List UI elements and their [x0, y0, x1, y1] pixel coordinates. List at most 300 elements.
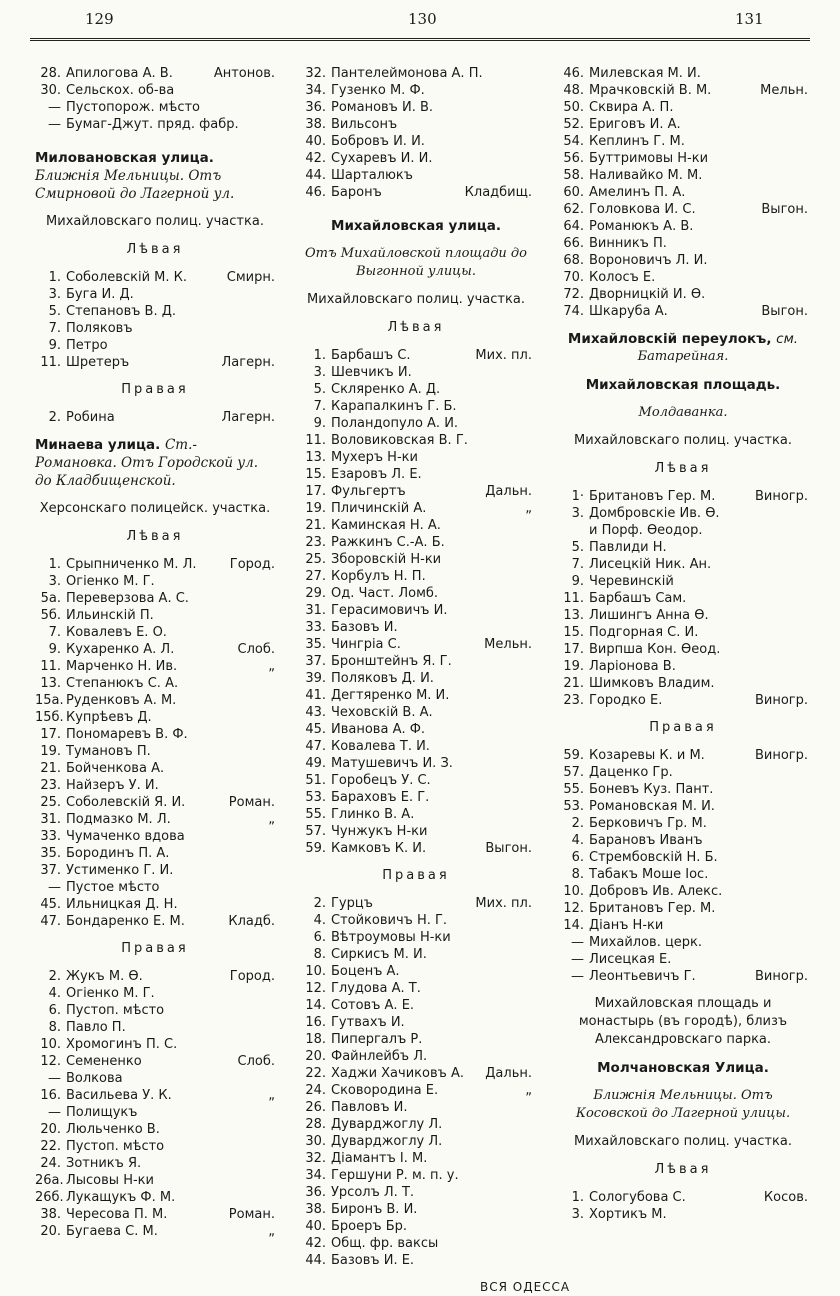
- resident-name: Михайлов. церк.: [589, 935, 703, 950]
- resident-name: Вѣтроумовы Н-ки: [331, 930, 451, 945]
- resident-name: Наливайко М. М.: [589, 168, 703, 183]
- directory-entry: [35, 862, 275, 879]
- resident-name: Степановъ В. Д.: [66, 304, 177, 319]
- entry-number: 55.: [563, 782, 584, 797]
- entry-number: 49.: [305, 756, 326, 771]
- entry-number: 23.: [40, 778, 61, 793]
- directory-entry: [300, 840, 532, 857]
- directory-entry: [35, 896, 275, 913]
- resident-name: Ильинскій П.: [66, 608, 154, 623]
- directory-entry: [300, 895, 532, 912]
- entry-number: 46.: [305, 185, 326, 200]
- entry-number: 2.: [48, 969, 61, 984]
- directory-entry: [300, 500, 532, 517]
- resident-name: Чересова П. М.: [66, 1207, 168, 1222]
- directory-entry: [558, 624, 808, 641]
- entry-number: 11.: [40, 355, 61, 370]
- entry-number: 42.: [305, 1236, 326, 1251]
- street-subtitle: Молдаванка.: [638, 405, 728, 420]
- resident-name: Биронъ В. И.: [331, 1202, 418, 1217]
- directory-entry: [558, 522, 808, 539]
- resident-name: Огіенко М. Г.: [66, 574, 155, 589]
- cross-street-note: Выгон.: [761, 304, 808, 319]
- entry-number: 10.: [305, 964, 326, 979]
- directory-entry: [300, 789, 532, 806]
- directory-entry: [35, 1206, 275, 1223]
- entry-number: 15б.: [35, 710, 64, 725]
- entry-number: 5.: [313, 382, 326, 397]
- header-rule: [30, 38, 810, 41]
- entry-number: 6.: [48, 1003, 61, 1018]
- directory-entry: [300, 602, 532, 619]
- directory-entry: [300, 1235, 532, 1252]
- resident-name: Павловъ И.: [331, 1100, 408, 1115]
- side-heading: Правая: [121, 941, 189, 956]
- resident-name: Сельскох. об-ва: [66, 83, 175, 98]
- entry-number: 14.: [563, 918, 584, 933]
- resident-name: Сологубова С.: [589, 1190, 686, 1205]
- directory-entry: [35, 845, 275, 862]
- street-title: Молчановская Улица.: [597, 1060, 769, 1076]
- directory-entry: [300, 65, 532, 82]
- entry-number: 12.: [563, 901, 584, 916]
- directory-entry: [35, 556, 275, 573]
- resident-name: Зборовскій Н-ки: [331, 552, 442, 567]
- entry-number: 32.: [305, 66, 326, 81]
- resident-name: Мрачковскій В. М.: [589, 83, 712, 98]
- directory-entry: [558, 641, 808, 658]
- resident-name: Подгорная С. И.: [589, 625, 699, 640]
- directory-entry: [558, 116, 808, 133]
- entry-number: 68.: [563, 253, 584, 268]
- entry-number: 13.: [40, 676, 61, 691]
- directory-entry: [35, 1155, 275, 1172]
- directory-entry: [558, 286, 808, 303]
- resident-name: Лисецкій Ник. Ан.: [589, 557, 712, 572]
- directory-entry: [300, 980, 532, 997]
- directory-entry: [300, 551, 532, 568]
- directory-entry: [300, 1082, 532, 1099]
- directory-entry: [558, 1189, 808, 1206]
- directory-entry: [35, 1121, 275, 1138]
- directory-entry: [300, 466, 532, 483]
- entry-number: 52.: [563, 117, 584, 132]
- resident-name: Лисецкая Е.: [589, 952, 672, 967]
- resident-name: Пантелеймонова А. П.: [331, 66, 483, 81]
- resident-name: Чеховскій В. А.: [331, 705, 433, 720]
- resident-name: Лысовы Н-ки: [66, 1173, 154, 1188]
- directory-entry: [35, 879, 275, 896]
- entry-number: 42.: [305, 151, 326, 166]
- directory-entry: [35, 641, 275, 658]
- cross-street-note: Выгон.: [761, 202, 808, 217]
- resident-name: Фульгертъ: [331, 484, 406, 499]
- directory-entry: [558, 951, 808, 968]
- entry-number: 7.: [48, 625, 61, 640]
- resident-name: Ериговъ И. А.: [589, 117, 681, 132]
- directory-entry: [35, 675, 275, 692]
- resident-name: Ражкинъ С.-А. Б.: [331, 535, 445, 550]
- entry-number: 2.: [571, 816, 584, 831]
- resident-name: и Порф. Ѳеодор.: [589, 523, 703, 538]
- entry-number: 1.: [48, 557, 61, 572]
- resident-name: Тумановъ П.: [66, 744, 151, 759]
- resident-name: Езаровъ Л. Е.: [331, 467, 422, 482]
- resident-name: Головкова И. С.: [589, 202, 696, 217]
- directory-entry: [558, 556, 808, 573]
- resident-name: Устименко Г. И.: [66, 863, 174, 878]
- resident-name: Берковичъ Гр. М.: [589, 816, 707, 831]
- directory-entry: [35, 709, 275, 726]
- directory-entry: [558, 150, 808, 167]
- entry-number: 5б.: [40, 608, 61, 623]
- directory-entry: [300, 381, 532, 398]
- resident-name: Переверзова А. С.: [66, 591, 189, 606]
- resident-name: Вильсонъ: [331, 117, 398, 132]
- resident-name: Пустоп. мѣсто: [66, 1003, 165, 1018]
- entry-number: 20.: [40, 1122, 61, 1137]
- entry-list: [558, 65, 808, 320]
- directory-entry: [35, 409, 275, 426]
- entry-number: 30.: [40, 83, 61, 98]
- page-number-right: 131: [735, 10, 764, 28]
- entry-number: 21.: [563, 676, 584, 691]
- entry-number: 58.: [563, 168, 584, 183]
- entry-number: 9.: [48, 642, 61, 657]
- directory-entry: [300, 997, 532, 1014]
- resident-name: Британовъ Гер. М.: [589, 489, 716, 504]
- entry-number: 50.: [563, 100, 584, 115]
- entry-number: 47.: [305, 739, 326, 754]
- resident-name: Ильницкая Д. Н.: [66, 897, 178, 912]
- resident-name: Діанъ Н-ки: [589, 918, 664, 933]
- resident-name: Баронъ: [331, 185, 382, 200]
- entry-number: 1.: [313, 348, 326, 363]
- entry-number: —: [571, 935, 584, 950]
- directory-entry: [558, 815, 808, 832]
- resident-name: Винникъ П.: [589, 236, 667, 251]
- street-subtitle: Ближнія Мельницы. Отъ Косовской до Лагерной улицы.: [575, 1088, 791, 1121]
- directory-entry: [300, 1167, 532, 1184]
- cross-street-note: Виногр.: [754, 489, 808, 504]
- directory-entry: [300, 772, 532, 789]
- resident-name: Чумаченко вдова: [66, 829, 185, 844]
- directory-entry: [300, 99, 532, 116]
- entry-number: 28.: [40, 66, 61, 81]
- entry-number: 33.: [305, 620, 326, 635]
- directory-entry: [300, 1048, 532, 1065]
- cross-street-note: Слоб.: [237, 1054, 275, 1069]
- resident-name: Бородинъ П. А.: [66, 846, 170, 861]
- resident-name: Купрѣевъ Д.: [66, 710, 152, 725]
- entry-number: 11.: [563, 591, 584, 606]
- entry-number: 25.: [305, 552, 326, 567]
- resident-name: Камковъ К. И.: [331, 841, 427, 856]
- resident-name: Глинко В. А.: [331, 807, 415, 822]
- resident-name: Городко Е.: [589, 693, 663, 708]
- directory-entry: [558, 99, 808, 116]
- entry-number: 7.: [313, 399, 326, 414]
- resident-name: Дворницкій И. Ѳ.: [589, 287, 706, 302]
- directory-entry: [300, 1150, 532, 1167]
- directory-entry: [300, 619, 532, 636]
- entry-number: 55.: [305, 807, 326, 822]
- page-number-left: 129: [85, 10, 114, 28]
- directory-entry: [558, 675, 808, 692]
- resident-name: Апилогова А. В.: [66, 66, 173, 81]
- entry-number: 3.: [571, 506, 584, 521]
- resident-name: Буттримовы Н-ки: [589, 151, 709, 166]
- directory-entry: [35, 1138, 275, 1155]
- directory-entry: [558, 917, 808, 934]
- resident-name: Ларіонова В.: [589, 659, 676, 674]
- directory-entry: [558, 133, 808, 150]
- entry-number: 23.: [563, 693, 584, 708]
- directory-entry: [558, 184, 808, 201]
- resident-name: Дуварджоглу Л.: [331, 1134, 443, 1149]
- entry-number: —: [48, 1071, 61, 1086]
- directory-entry: [300, 1218, 532, 1235]
- directory-entry: [35, 320, 275, 337]
- entry-number: 11.: [40, 659, 61, 674]
- resident-name: Шкаруба А.: [589, 304, 668, 319]
- entry-number: 38.: [305, 1202, 326, 1217]
- resident-name: Добровъ Ив. Алекс.: [589, 884, 723, 899]
- entry-number: 14.: [305, 998, 326, 1013]
- entry-number: 22.: [40, 1139, 61, 1154]
- directory-entry: [35, 968, 275, 985]
- cross-street-note: Кладбищ.: [464, 185, 532, 200]
- resident-name: Барбашъ Сам.: [589, 591, 687, 606]
- street-subtitle: Батарейная.: [637, 349, 729, 364]
- entry-number: 24.: [305, 1083, 326, 1098]
- resident-name: Бугаева С. М.: [66, 1224, 158, 1239]
- cross-street-note: Лагерн.: [221, 410, 275, 425]
- entry-number: 19.: [563, 659, 584, 674]
- entry-number: 4.: [313, 913, 326, 928]
- entry-number: 16.: [305, 1015, 326, 1030]
- resident-name: Каминская Н. А.: [331, 518, 441, 533]
- entry-list: [558, 488, 808, 709]
- directory-entry: [300, 1184, 532, 1201]
- resident-name: Боценъ А.: [331, 964, 400, 979]
- resident-name: Соболевскій Я. И.: [66, 795, 186, 810]
- directory-entry: [35, 1223, 275, 1240]
- entry-number: —: [48, 880, 61, 895]
- side-heading: Правая: [121, 382, 189, 397]
- resident-name: Петро: [66, 338, 108, 353]
- resident-name: Дегтяренко М. И.: [331, 688, 450, 703]
- entry-number: 36.: [305, 1185, 326, 1200]
- resident-name: Бронштейнъ Я. Г.: [331, 654, 452, 669]
- resident-name: Сотовъ А. Е.: [331, 998, 415, 1013]
- directory-entry: [35, 828, 275, 845]
- resident-name: Робина: [66, 410, 115, 425]
- resident-name: Подмазко М. Л.: [66, 812, 171, 827]
- directory-entry: [300, 167, 532, 184]
- resident-name: Сиркисъ М. И.: [331, 947, 427, 962]
- entry-number: 48.: [563, 83, 584, 98]
- resident-name: Шевчикъ И.: [331, 365, 412, 380]
- entry-number: 4.: [571, 833, 584, 848]
- directory-entry: [35, 337, 275, 354]
- resident-name: Зотникъ Я.: [66, 1156, 142, 1171]
- entry-number: —: [48, 100, 61, 115]
- cross-street-note: Город.: [229, 557, 275, 572]
- directory-entry: [300, 517, 532, 534]
- directory-entry: [35, 99, 275, 116]
- entry-number: 7.: [48, 321, 61, 336]
- entry-number: 17.: [305, 484, 326, 499]
- resident-name: Барбашъ С.: [331, 348, 411, 363]
- resident-name: Романовъ И. В.: [331, 100, 434, 115]
- resident-name: Кухаренко А. Л.: [66, 642, 175, 657]
- directory-entry: [558, 218, 808, 235]
- directory-entry: [558, 303, 808, 320]
- directory-entry: [35, 590, 275, 607]
- cross-street-note: Слоб.: [237, 642, 275, 657]
- entry-number: 27.: [305, 569, 326, 584]
- resident-name: Од. Част. Ломб.: [331, 586, 439, 601]
- directory-entry: [300, 823, 532, 840]
- entry-number: 1·: [571, 489, 584, 504]
- resident-name: Иванова А. Ф.: [331, 722, 426, 737]
- cross-street-note: Антонов.: [213, 66, 275, 81]
- directory-entry: [558, 692, 808, 709]
- entry-number: 43.: [305, 705, 326, 720]
- directory-entry: [300, 415, 532, 432]
- entry-number: 3.: [48, 287, 61, 302]
- resident-name: Табакъ Моше Іос.: [589, 867, 709, 882]
- entry-number: 59.: [305, 841, 326, 856]
- directory-entry: [558, 798, 808, 815]
- resident-name: Гутвахъ И.: [331, 1015, 405, 1030]
- police-district: Михайловскаго полиц. участка.: [307, 292, 525, 307]
- resident-name: Бондаренко Е. М.: [66, 914, 185, 929]
- directory-entry: [558, 849, 808, 866]
- resident-name: Базовъ И. Е.: [331, 1253, 415, 1268]
- entry-number: 5.: [48, 304, 61, 319]
- entry-list: [35, 556, 275, 930]
- cross-street-note: Виногр.: [754, 693, 808, 708]
- resident-name: Срыпниченко М. Л.: [66, 557, 197, 572]
- entry-number: 5а.: [40, 591, 61, 606]
- entry-number: 40.: [305, 134, 326, 149]
- side-heading: Лѣвая: [654, 461, 712, 476]
- directory-entry: [35, 1002, 275, 1019]
- resident-name: Полищукъ: [66, 1105, 138, 1120]
- resident-name: Милевская М. И.: [589, 66, 701, 81]
- directory-entry: [35, 743, 275, 760]
- directory-entry: [300, 1201, 532, 1218]
- resident-name: Чунжукъ Н-ки: [331, 824, 428, 839]
- resident-name: Поляковъ Д. И.: [331, 671, 434, 686]
- entry-number: 7.: [571, 557, 584, 572]
- entry-number: 59.: [563, 748, 584, 763]
- resident-name: Шретеръ: [66, 355, 130, 370]
- police-district: Херсонскаго полицейск. участка.: [39, 501, 271, 516]
- resident-name: Діамантъ І. М.: [331, 1151, 428, 1166]
- resident-name: Вирпша Кон. Ѳеод.: [589, 642, 721, 657]
- entry-number: 31.: [40, 812, 61, 827]
- directory-entry: [558, 968, 808, 985]
- cross-street-note: Роман.: [228, 795, 275, 810]
- resident-name: Жукъ М. Ѳ.: [66, 969, 143, 984]
- resident-name: Вороновичъ Л. И.: [589, 253, 708, 268]
- entry-number: 20.: [305, 1049, 326, 1064]
- entry-number: —: [571, 969, 584, 984]
- directory-entry: [300, 449, 532, 466]
- directory-entry: [558, 65, 808, 82]
- entry-number: 37.: [40, 863, 61, 878]
- column-2: [300, 65, 532, 1269]
- directory-entry: [300, 364, 532, 381]
- directory-entry: [558, 607, 808, 624]
- entry-number: 70.: [563, 270, 584, 285]
- directory-entry: [300, 738, 532, 755]
- street-title: Михайловскій переулокъ, см.: [567, 331, 799, 347]
- directory-entry: [35, 573, 275, 590]
- cross-street-note: Город.: [229, 969, 275, 984]
- directory-entry: [35, 1053, 275, 1070]
- entry-number: 23.: [305, 535, 326, 550]
- column-1: [35, 65, 275, 1240]
- resident-name: Гурцъ: [331, 896, 373, 911]
- entry-list: [35, 968, 275, 1240]
- directory-entry: [558, 505, 808, 522]
- directory-entry: [300, 347, 532, 364]
- entry-number: 6.: [571, 850, 584, 865]
- resident-name: Люльченко В.: [66, 1122, 160, 1137]
- resident-name: Сковородина Е.: [331, 1083, 439, 1098]
- resident-name: Общ. фр. ваксы: [331, 1236, 439, 1251]
- entry-list: [300, 895, 532, 1269]
- entry-number: 53.: [305, 790, 326, 805]
- resident-name: Козаревы К. и М.: [589, 748, 705, 763]
- entry-number: 32.: [305, 1151, 326, 1166]
- side-heading: Лѣвая: [654, 1162, 712, 1177]
- entry-list: [558, 747, 808, 985]
- cross-street-note: Кладб.: [228, 914, 275, 929]
- resident-name: Корбулъ Н. П.: [331, 569, 426, 584]
- resident-name: Глудова А. Т.: [331, 981, 421, 996]
- cross-street-note: Мих. пл.: [475, 348, 532, 363]
- entry-number: 56.: [563, 151, 584, 166]
- entry-list: [35, 409, 275, 426]
- directory-entry: [558, 781, 808, 798]
- entry-number: 36.: [305, 100, 326, 115]
- directory-entry: [300, 432, 532, 449]
- resident-name: Стрембовскій Н. Б.: [589, 850, 718, 865]
- entry-number: 3.: [313, 365, 326, 380]
- street-subtitle: Отъ Михайловской площади до Выгонной улицы.: [304, 246, 527, 279]
- resident-name: Руденковъ А. М.: [66, 693, 177, 708]
- cross-street-note: Мельн.: [760, 83, 808, 98]
- cross-street-note: Выгон.: [485, 841, 532, 856]
- entry-number: 4.: [48, 986, 61, 1001]
- directory-entry: [35, 1070, 275, 1087]
- entry-number: 8.: [48, 1020, 61, 1035]
- police-district: Михайловскаго полиц. участка.: [46, 214, 264, 229]
- entry-number: 26.: [305, 1100, 326, 1115]
- side-heading: Лѣвая: [126, 242, 184, 257]
- directory-entry: [35, 658, 275, 675]
- directory-entry: [35, 777, 275, 794]
- entry-number: 19.: [40, 744, 61, 759]
- resident-name: Карапалкинъ Г. Б.: [331, 399, 457, 414]
- resident-name: Ковалева Т. И.: [331, 739, 430, 754]
- resident-name: Кеплинъ Г. М.: [589, 134, 685, 149]
